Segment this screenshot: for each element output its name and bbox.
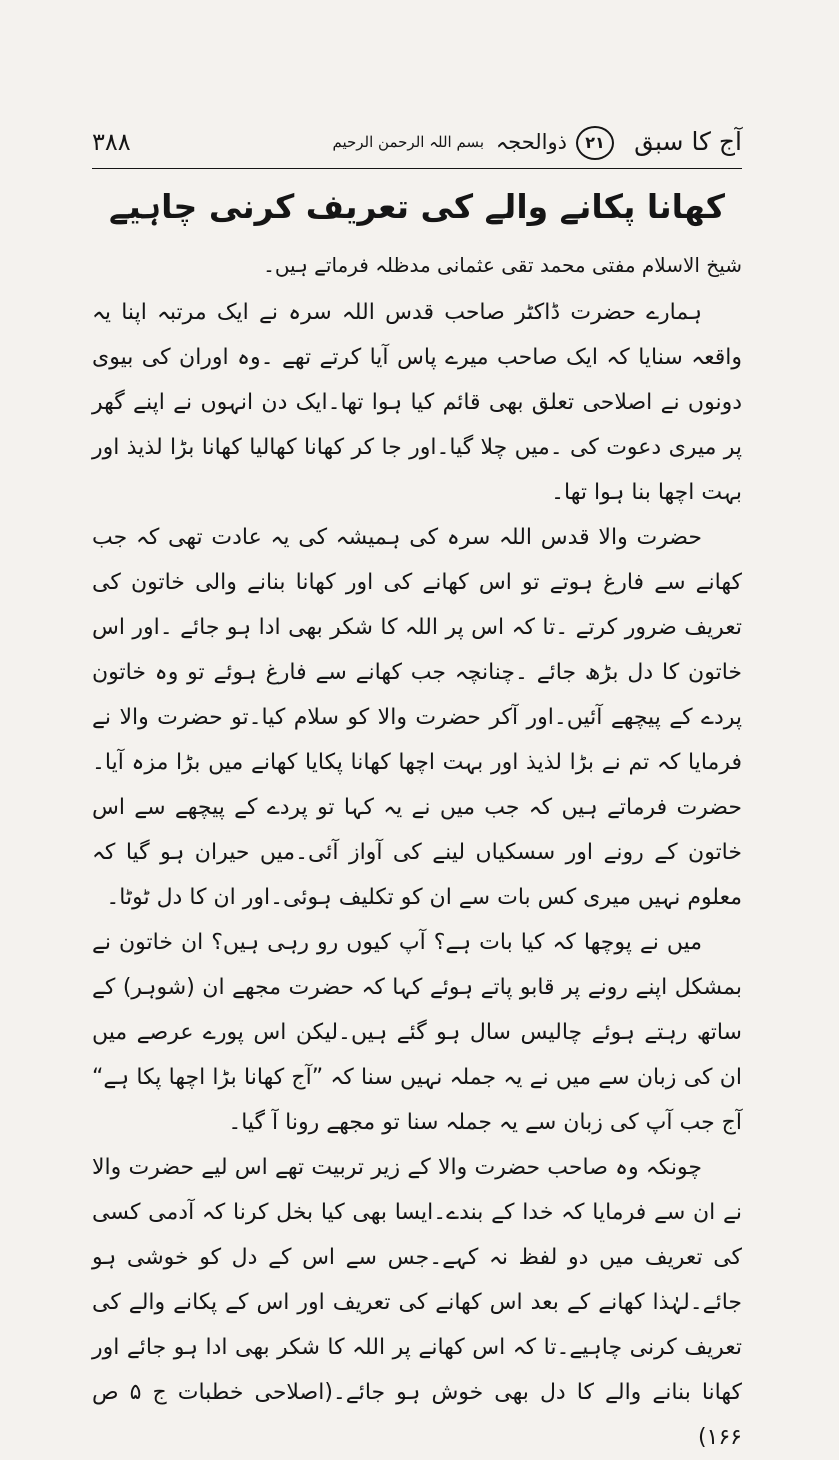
day-number-badge: ۲۱ [576,126,614,160]
book-title: آج کا سبق [634,127,742,156]
paragraph: میں نے پوچھا کہ کیا بات ہے؟ آپ کیوں رو رہی ہیں؟ ان خاتون نے بمشکل اپنے رونے پر قابو پاتے ہوئے کہا کہ حضرت مجھے ان (شوہر) کے ساتھ رہتے ہوئے چالیس سال ہو گئے ہیں۔لیکن اس پورے عرصے میں ان کی زبان سے میں نے یہ جملہ نہیں سنا کہ ”آج کھانا بڑا اچھا پکا ہے“ آج جب آپ کی زبان سے یہ جملہ سنا تو مجھے رونا آ گیا۔ [92,930,742,1135]
bismillah-calligraphy: بسم اللہ الرحمن الرحیم [332,133,484,151]
month-label: ذوالحجہ [495,130,567,154]
paragraph: چونکہ وہ صاحب حضرت والا کے زیر تربیت تھے اس لیے حضرت والا نے ان سے فرمایا کہ خدا کے بندے۔ایسا بھی کیا بخل کرنا کہ آدمی کسی کی تعریف میں دو لفظ نہ کہے۔جس سے اس کے دل کو خوشی ہو جائے۔لہٰذا کھانے کے بعد اس کھانے کی تعریف اور اس کے پکانے والے کی تعریف کرنی چاہیے۔تا کہ اس کھانے پر اللہ کا شکر بھی ادا ہو جائے اور کھانا بنانے والے کا دل بھی خوش ہو جائے۔(اصلاحی خطبات ج ۵ ص ۱۶۶) [92,1155,742,1450]
paragraph: حضرت والا قدس اللہ سرہ کی ہمیشہ کی یہ عادت تھی کہ جب کھانے سے فارغ ہوتے تو اس کھانے کی اور کھانا بنانے والی خاتون کی تعریف ضرور کرتے ۔تا کہ اس پر اللہ کا شکر بھی ادا ہو جائے ۔اور اس خاتون کا دل بڑھ جائے ۔چنانچہ جب کھانے سے فارغ ہوئے تو وہ خاتون پردے کے پیچھے آئیں۔اور آکر حضرت والا کو سلام کیا۔تو حضرت والا نے فرمایا کہ تم نے بڑا لذیذ اور بہت اچھا کھانا پکایا کھانے میں بڑا مزہ آیا۔حضرت فرماتے ہیں کہ جب میں نے یہ کہا تو پردے کے پیچھے سے اس خاتون کے رونے اور سسکیاں لینے کی آواز آئی۔میں حیران ہو گیا کہ معلوم نہیں میری کس بات سے ان کو تکلیف ہوئی۔اور ان کا دل ٹوٹا۔ [92,525,742,910]
header-divider [92,168,742,169]
attribution-line: شیخ الاسلام مفتی محمد تقی عثمانی مدظلہ فرماتے ہیں۔ [263,253,742,277]
paragraph: ہمارے حضرت ڈاکٹر صاحب قدس اللہ سرہ نے ایک مرتبہ اپنا یہ واقعہ سنایا کہ ایک صاحب میرے پاس آیا کرتے تھے ۔وہ اوران کی بیوی دونوں نے اصلاحی تعلق بھی قائم کیا ہوا تھا۔ایک دن انہوں نے اپنے گھر پر میری دعوت کی ۔میں چلا گیا۔اور جا کر کھانا کھالیا کھانا بڑا لذیذ اور بہت اچھا بنا ہوا تھا۔ [92,300,742,505]
article-body [92,290,742,1460]
article-heading: کھانا پکانے والے کی تعریف کرنی چاہیے [109,187,725,226]
page-number: ۳۸۸ [92,128,131,156]
page-header [92,122,742,162]
